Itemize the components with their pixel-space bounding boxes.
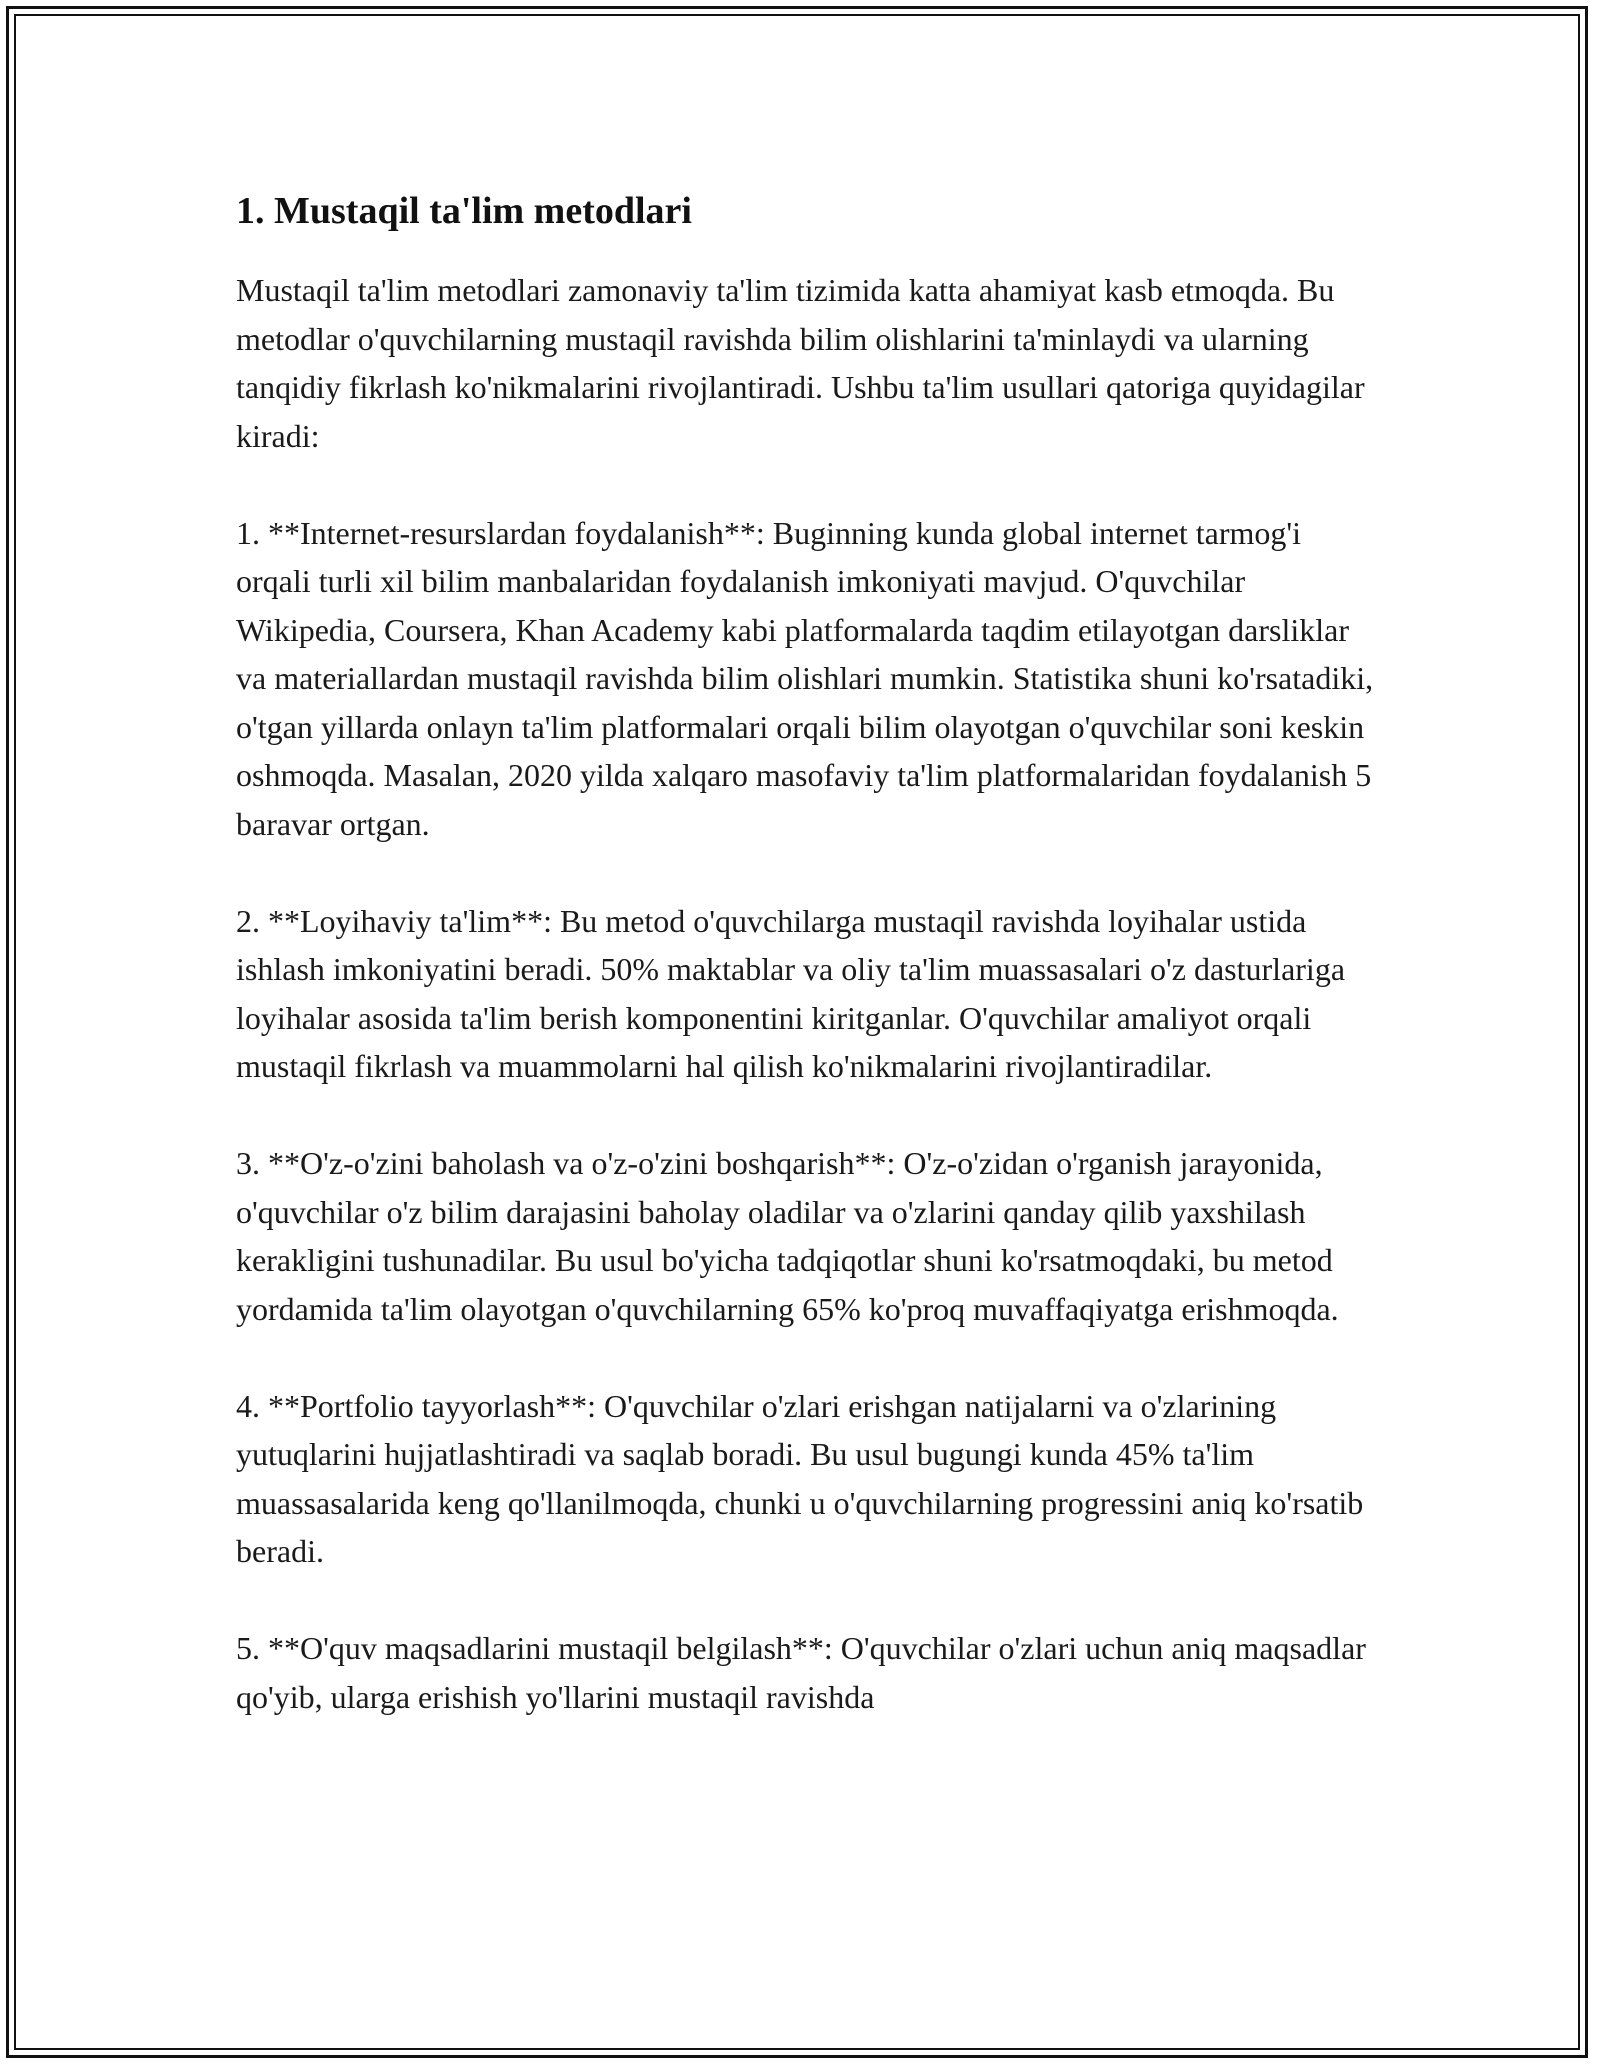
list-item-goal-setting: 5. **O'quv maqsadlarini mustaqil belgilash**: O'quvchilar o'zlari uchun aniq maqsadlar qo'yib, ularga erishish yo'llarini mustaqil ravishda — [236, 1630, 1366, 1715]
document-body — [236, 186, 1376, 1721]
list-item-portfolio: 4. **Portfolio tayyorlash**: O'quvchilar o'zlari erishgan natijalarni va o'zlarining yutuqlarini hujjatlashtiradi va saqlab boradi. Bu usul bugungi kunda 45% ta'lim muassasalarida keng qo'llanilmoqda, chunki u o'quvchilarning progressini aniq ko'rsatib beradi. — [236, 1387, 1364, 1569]
intro-paragraph: Mustaqil ta'lim metodlari zamonaviy ta'lim tizimida katta ahamiyat kasb etmoqda. Bu metodlar o'quvchilarning mustaqil ravishda bilim olishlarini ta'minlaydi va ularning tanqidiy fikrlash ko'nikmalarini rivojlantiradi. Ushbu ta'lim usullari qatoriga quyidagilar kiradi: — [236, 272, 1365, 454]
list-item-self-assessment: 3. **O'z-o'zini baholash va o'z-o'zini boshqarish**: O'z-o'zidan o'rganish jarayonida, o'quvchilar o'z bilim darajasini baholay oladilar va o'zlarini qanday qilib yaxshilash kerakligini tushunadilar. Bu usul bo'yicha tadqiqotlar shuni ko'rsatmoqdaki, bu metod yordamida ta'lim olayotgan o'quvchilarning 65% ko'proq muvaffaqiyatga erishmoqda. — [236, 1145, 1339, 1327]
list-item-project-learning: 2. **Loyihaviy ta'lim**: Bu metod o'quvchilarga mustaqil ravishda loyihalar ustida ishlash imkoniyatini beradi. 50% maktablar va oliy ta'lim muassasalari o'z dasturlariga loyihalar asosida ta'lim berish komponentini kiritganlar. O'quvchilar amaliyot orqali mustaqil fikrlash va muammolarni hal qilish ko'nikmalarini rivojlantiradilar. — [236, 902, 1346, 1084]
list-item-internet-resources: 1. **Internet-resurslardan foydalanish**: Buginning kunda global internet tarmog'i orqali turli xil bilim manbalaridan foydalanish imkoniyati mavjud. O'quvchilar Wikipedia, Coursera, Khan Academy kabi platformalarda taqdim etilayotgan darsliklar va materiallardan mustaqil ravishda bilim olishlari mumkin. Statistika shuni ko'rsatadiki, o'tgan yillarda onlayn ta'lim platformalari orqali bilim olayotgan o'quvchilar soni keskin oshmoqda. Masalan, 2020 yilda xalqaro masofaviy ta'lim platformalaridan foydalanish 5 baravar ortgan. — [236, 514, 1374, 842]
section-heading: 1. Mustaqil ta'lim metodlari — [236, 190, 692, 232]
